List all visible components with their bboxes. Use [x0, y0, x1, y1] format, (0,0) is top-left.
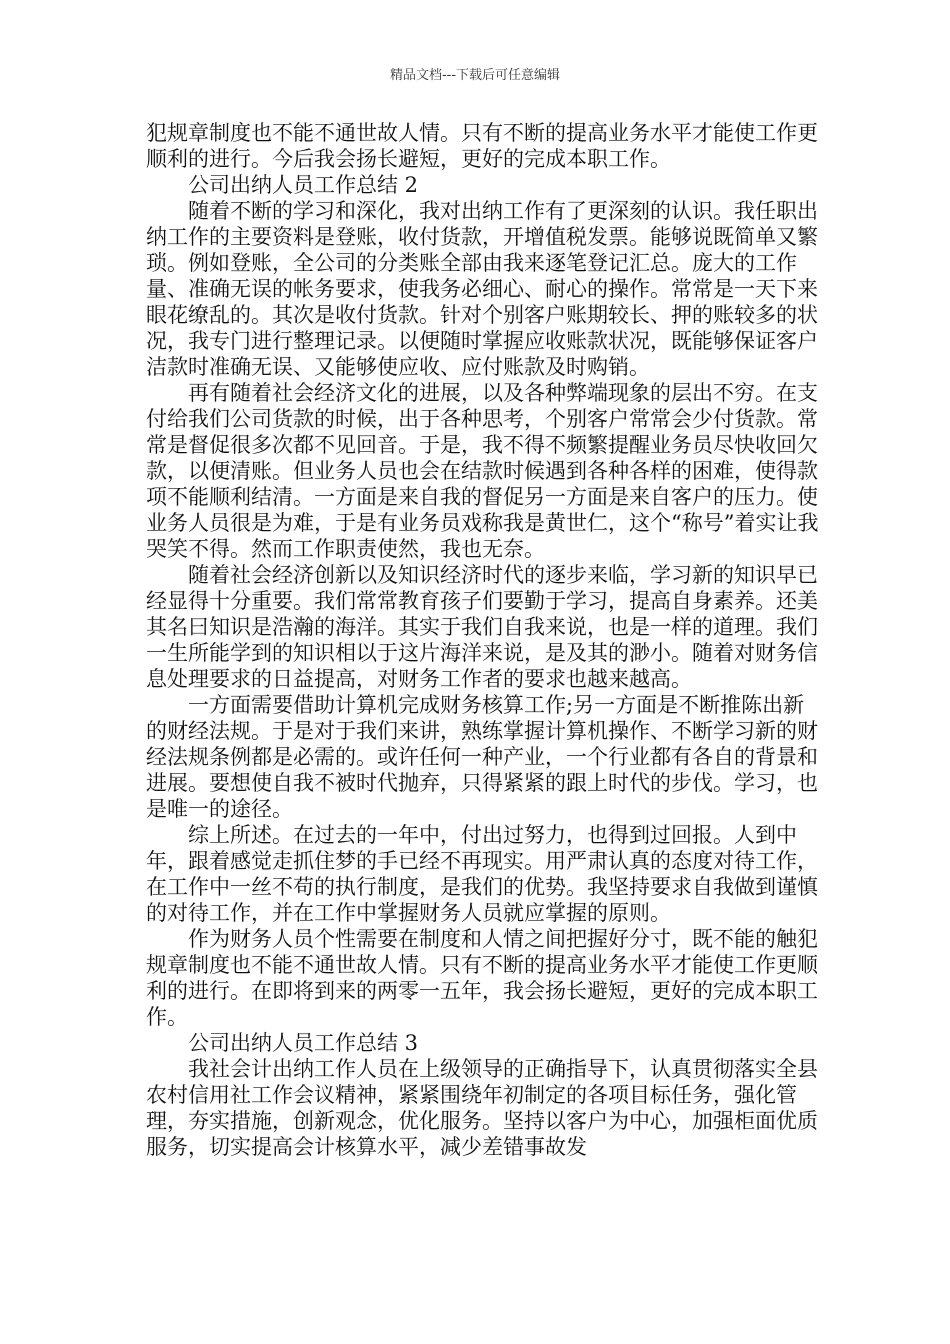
paragraph: 随着社会经济创新以及知识经济时代的逐步来临，学习新的知识早已经显得十分重要。我们常常教育孩子们要勤于学习，提高自身素养。还美其名曰知识是浩瀚的海洋。其实于我们自我来说，也是一样的道理。我们一生所能学到的知识相以于这片海洋来说，是及其的渺小。随着对财务信息处理要求的日益提高，对财务工作者的要求也越来越高。 [146, 563, 818, 691]
paragraph: 再有随着社会经济文化的进展，以及各种弊端现象的层出不穷。在支付给我们公司货款的时候，出于各种思考，个别客户常常会少付货款。常常是督促很多次都不见回音。于是，我不得不频繁提醒业务员尽快收回欠款，以便清账。但业务人员也会在结款时候遇到各种各样的困难，使得款项不能顺利结清。一方面是来自我的督促另一方面是来自客户的压力。使业务人员很是为难，于是有业务员戏称我是黄世仁，这个“称号”着实让我哭笑不得。然而工作职责使然，我也无奈。 [146, 381, 819, 561]
paragraph: 我社会计出纳工作人员在上级领导的正确指导下，认真贯彻落实全县农村信用社工作会议精神，紧紧围绕年初制定的各项目标任务，强化管理，夯实措施，创新观念，优化服务。坚持以客户为中心，加强柜面优质服务，切实提高会计核算水平，减少差错事故发 [146, 1057, 818, 1159]
document-body [146, 120, 820, 1160]
paragraph: 综上所述。在过去的一年中，付出过努力，也得到过回报。人到中年，跟着感觉走抓住梦的手已经不再现实。用严肃认真的态度对待工作，在工作中一丝不苟的执行制度，是我们的优势。我坚持要求自我做到谨慎的对待工作，并在工作中掌握财务人员就应掌握的原则。 [146, 823, 818, 925]
paragraph: 一方面需要借助计算机完成财务核算工作;另一方面是不断推陈出新的财经法规。于是对于我们来讲，熟练掌握计算机操作、不断学习新的财经法规条例都是必需的。或许任何一种产业，一个行业都有各自的背景和进展。要想使自我不被时代抛弃，只得紧紧的跟上时代的步伐。学习，也是唯一的途径。 [146, 693, 818, 821]
section-title: 公司出纳人员工作总结 3 [188, 1031, 419, 1055]
section-title: 公司出纳人员工作总结 2 [188, 173, 419, 197]
paragraph: 随着不断的学习和深化，我对出纳工作有了更深刻的认识。我任职出纳工作的主要资料是登账，收付货款，开增值税发票。能够说既简单又繁琐。例如登账，全公司的分类账全部由我来逐笔登记汇总。庞大的工作量、准确无误的帐务要求，使我务必细心、耐心的操作。常常是一天下来眼花缭乱的。其次是收付货款。针对个别客户账期较长、押的账较多的状况，我专门进行整理记录。以便随时掌握应收账款状况，既能够保证客户洁款时准确无误、又能够使应收、应付账款及时购销。 [146, 199, 818, 379]
paragraph: 犯规章制度也不能不通世故人情。只有不断的提高业务水平才能使工作更顺利的进行。今后我会扬长避短，更好的完成本职工作。 [146, 121, 818, 171]
page-header: 精品文档---下载后可任意编辑 [389, 68, 561, 83]
paragraph: 作为财务人员个性需要在制度和人情之间把握好分寸，既不能的触犯规章制度也不能不通世故人情。只有不断的提高业务水平才能使工作更顺利的进行。在即将到来的两零一五年，我会扬长避短，更好的完成本职工作。 [146, 927, 818, 1029]
